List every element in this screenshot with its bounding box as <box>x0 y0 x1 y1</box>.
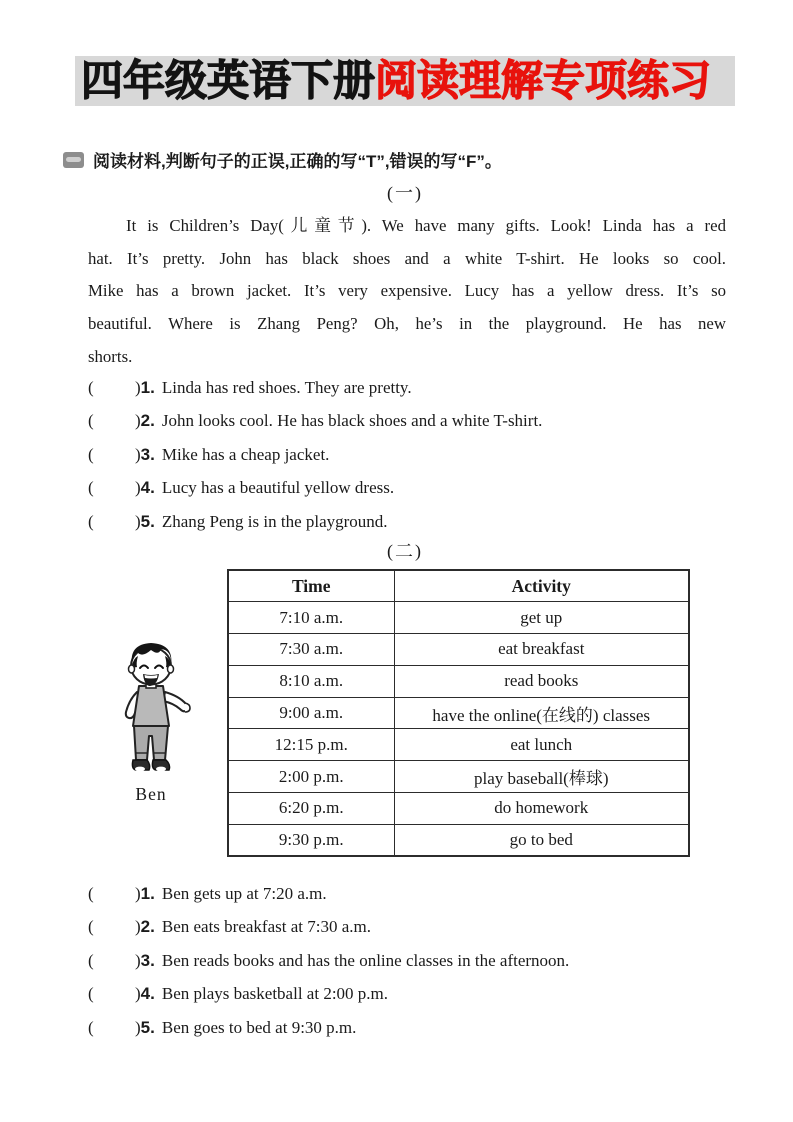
reading-passage <box>88 210 726 374</box>
question-row <box>88 371 542 404</box>
time-cell: 8:10 a.m. <box>228 665 394 697</box>
question-number: 1. <box>140 378 155 397</box>
activity-cell: read books <box>394 665 689 697</box>
answer-blank-open-paren: ( <box>88 884 94 903</box>
question-text: Mike has a cheap jacket. <box>161 444 330 464</box>
instruction-text: 阅读材料,判断句子的正误,正确的写“T”,错误的写“F”。 <box>93 152 502 171</box>
ben-character-figure <box>102 638 200 805</box>
answer-blank-close-paren: ) <box>135 884 141 903</box>
question-number: 4. <box>140 478 155 498</box>
column-header-activity: Activity <box>394 570 689 602</box>
question-text: John looks cool. He has black shoes and a white T-shirt. <box>161 411 543 431</box>
question-row <box>88 438 542 471</box>
answer-blank-close-paren: ) <box>135 411 141 431</box>
time-cell: 2:00 p.m. <box>228 761 394 793</box>
time-cell: 9:30 p.m. <box>228 824 394 856</box>
question-number: 3. <box>140 444 155 464</box>
table-row <box>228 793 689 825</box>
question-text: Zhang Peng is in the playground. <box>161 511 388 531</box>
time-cell: 9:00 a.m. <box>228 697 394 729</box>
answer-blank-close-paren: ) <box>135 917 141 937</box>
marker-line <box>66 157 81 162</box>
question-row <box>88 1011 569 1044</box>
question-row <box>88 404 542 437</box>
question-row <box>88 505 542 538</box>
answer-blank-close-paren: ) <box>135 984 141 1004</box>
question-text: Ben gets up at 7:20 a.m. <box>161 884 327 903</box>
question-text: Lucy has a beautiful yellow dress. <box>161 478 395 498</box>
answer-blank-close-paren: ) <box>135 478 141 498</box>
table-row <box>228 761 689 793</box>
activity-cell: eat lunch <box>394 729 689 761</box>
cartoon-boy-illustration <box>103 638 199 780</box>
answer-blank-open-paren: ( <box>88 984 94 1004</box>
activity-cell: eat breakfast <box>394 634 689 666</box>
question-number: 5. <box>140 1017 155 1037</box>
character-name-label: Ben <box>135 784 167 804</box>
time-cell: 7:10 a.m. <box>228 602 394 634</box>
question-list-part-one <box>88 371 542 538</box>
activity-cell: have the online(在线的) classes <box>394 697 689 729</box>
question-number: 1. <box>140 884 155 903</box>
question-text: Linda has red shoes. They are pretty. <box>161 378 412 397</box>
passage-line: shorts. <box>88 346 133 366</box>
schedule-table <box>227 569 690 857</box>
time-cell: 6:20 p.m. <box>228 793 394 825</box>
answer-blank-open-paren: ( <box>88 950 94 970</box>
part-two-label: (二) <box>387 541 423 561</box>
answer-blank-open-paren: ( <box>88 917 94 937</box>
question-text: Ben goes to bed at 9:30 p.m. <box>161 1017 357 1037</box>
table-row <box>228 697 689 729</box>
answer-blank-close-paren: ) <box>135 378 141 397</box>
table-row <box>228 729 689 761</box>
table-row <box>228 634 689 666</box>
table-row <box>228 824 689 856</box>
activity-cell: get up <box>394 602 689 634</box>
answer-blank-open-paren: ( <box>88 411 94 431</box>
question-number: 4. <box>140 984 155 1004</box>
question-row <box>88 471 542 504</box>
answer-blank-open-paren: ( <box>88 1017 94 1037</box>
question-row <box>88 977 569 1010</box>
answer-blank-open-paren: ( <box>88 511 94 531</box>
question-row <box>88 910 569 943</box>
question-number: 5. <box>140 511 155 531</box>
activity-cell: go to bed <box>394 824 689 856</box>
page-title <box>75 56 735 106</box>
title-grade-part: 四年级英语下册 <box>81 57 376 104</box>
section-marker-icon <box>63 152 84 168</box>
passage-line: hat. It’s pretty. John has black shoes and a white T-shirt. He looks so cool. <box>88 248 726 268</box>
question-row <box>88 944 569 977</box>
answer-blank-close-paren: ) <box>135 950 141 970</box>
title-topic-part: 阅读理解专项练习 <box>375 57 712 104</box>
table-header-row <box>228 570 689 602</box>
question-row <box>88 877 569 910</box>
section-instruction <box>63 147 502 172</box>
activity-cell: play baseball(棒球) <box>394 761 689 793</box>
question-number: 2. <box>140 411 155 431</box>
passage-line: beautiful. Where is Zhang Peng? Oh, he’s in the playground. He has new <box>88 314 726 334</box>
table-row <box>228 602 689 634</box>
activity-cell: do homework <box>394 793 689 825</box>
question-text: Ben eats breakfast at 7:30 a.m. <box>161 917 371 937</box>
question-text: Ben plays basketball at 2:00 p.m. <box>161 984 389 1004</box>
answer-blank-open-paren: ( <box>88 444 94 464</box>
answer-blank-open-paren: ( <box>88 378 94 397</box>
part-one-label: (一) <box>387 183 423 203</box>
table-row <box>228 665 689 697</box>
question-list-part-two <box>88 877 569 1044</box>
question-number: 2. <box>140 917 155 937</box>
answer-blank-open-paren: ( <box>88 478 94 498</box>
answer-blank-close-paren: ) <box>135 1017 141 1037</box>
question-number: 3. <box>140 950 155 970</box>
answer-blank-close-paren: ) <box>135 511 141 531</box>
time-cell: 12:15 p.m. <box>228 729 394 761</box>
time-cell: 7:30 a.m. <box>228 634 394 666</box>
answer-blank-close-paren: ) <box>135 444 141 464</box>
passage-line: Mike has a brown jacket. It’s very expensive. Lucy has a yellow dress. It’s so <box>88 281 726 301</box>
question-text: Ben reads books and has the online classes in the afternoon. <box>161 950 570 970</box>
passage-line: It is Children’s Day(儿童节). We have many gifts. Look! Linda has a red <box>126 216 726 235</box>
column-header-time: Time <box>228 570 394 602</box>
